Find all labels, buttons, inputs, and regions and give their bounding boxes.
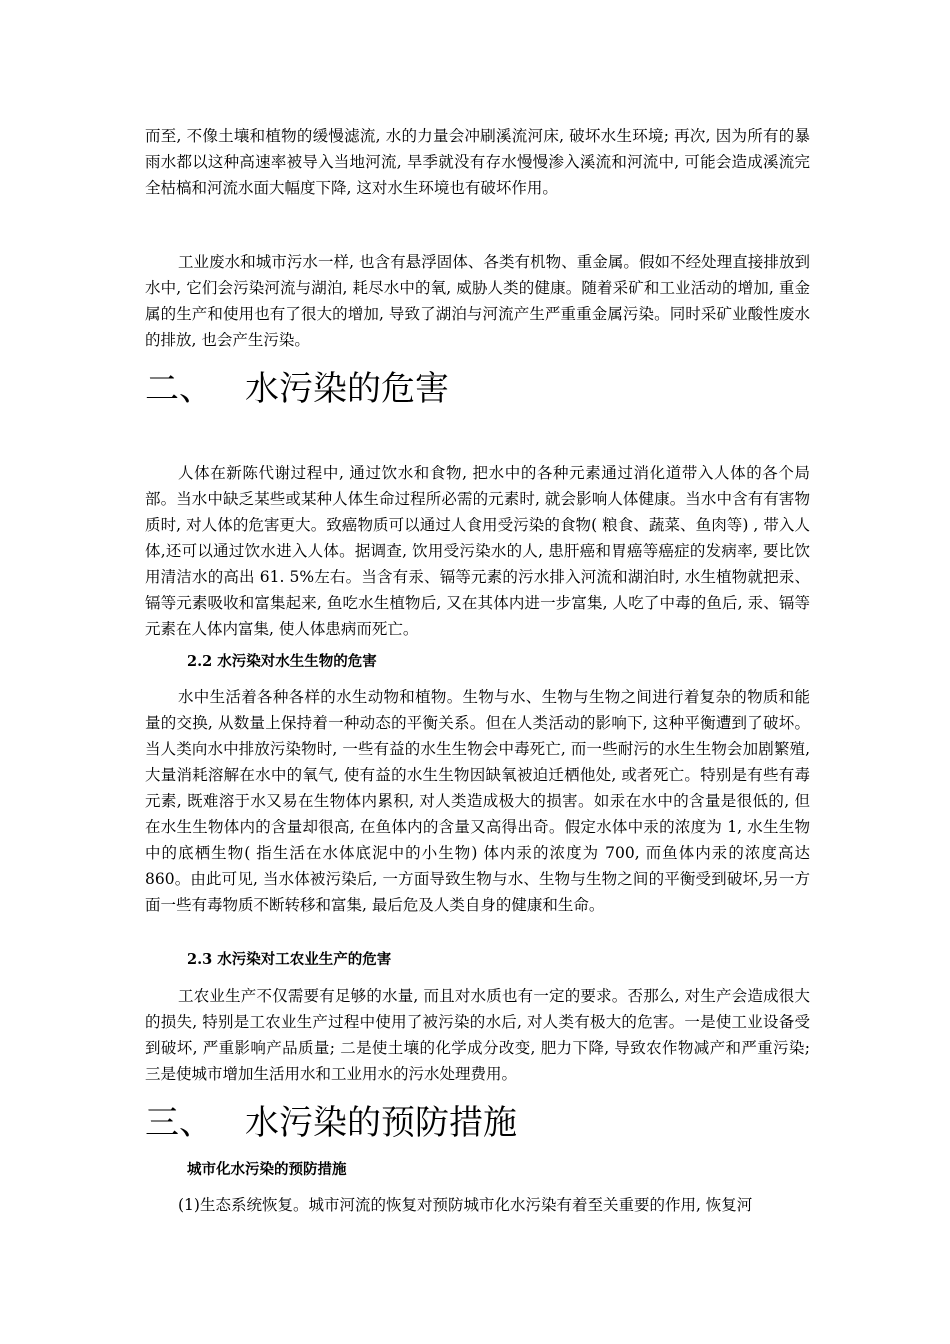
section-title: 水污染的预防措施 (245, 1103, 517, 1143)
section-heading-3 (145, 1101, 517, 1145)
subsection-heading-2-2: 2.2 水污染对水生生物的危害 (187, 653, 377, 670)
paragraph-human-health: 人体在新陈代谢过程中, 通过饮水和食物, 把水中的各种元素通过消化道带入人体的各个局部。当水中缺乏某些或某种人体生命过程所必需的元素时, 就会影响人体健康。当水中含有有害物质时, 对人体的危害更大。致癌物质可以通过人食用受污染的食物( 粮食、蔬菜、鱼肉等) , 带入人体,还可以通过饮水进入人体。据调查, 饮用受污染水的人, 患肝癌和胃癌等癌症的发病率, 要比饮用清洁水的高出 61. 5%左右。当含有汞、镉等元素的污水排入河流和湖泊时, 水生植物就把汞、镉等元素吸收和富集起来, 鱼吃水生植物后, 又在其体内进一步富集, 人吃了中毒的鱼后, 汞、镉等元素在人体内富集, 使人体患病而死亡。 (145, 464, 810, 638)
section-number: 三、 (145, 1103, 213, 1143)
paragraph-industry-agriculture: 工农业生产不仅需要有足够的水量, 而且对水质也有一定的要求。否那么, 对生产会造成很大的损失, 特别是工农业生产过程中使用了被污染的水后, 对人类有极大的危害。一是使工业设备受到破坏, 严重影响产品质量; 二是使土壤的化学成分改变, 肥力下降, 导致农作物减产和严重污染; 三是使城市增加生活用水和工业用水的污水处理费用。 (145, 987, 810, 1083)
subsection-heading-2-3: 2.3 水污染对工农业生产的危害 (187, 951, 392, 968)
paragraph-ecosystem-recovery: (1)生态系统恢复。城市河流的恢复对预防城市化水污染有着至关重要的作用, 恢复河 (178, 1196, 753, 1214)
section-title: 水污染的危害 (245, 369, 449, 409)
paragraph-aquatic-life: 水中生活着各种各样的水生动物和植物。生物与水、生物与生物之间进行着复杂的物质和能量的交换, 从数量上保持着一种动态的平衡关系。但在人类活动的影响下, 这种平衡遭到了破坏。当人类向水中排放污染物时, 一些有益的水生生物会中毒死亡, 而一些耐污的水生生物会加剧繁殖, 大量消耗溶解在水中的氧气, 使有益的水生生物因缺氧被迫迁栖他处, 或者死亡。特别是有些有毒元素, 既难溶于水又易在生物体内累积, 对人类造成极大的损害。如汞在水中的含量是很低的, 但在水生生物体内的含量却很高, 在鱼体内的含量又高得出奇。假定水体中汞的浓度为 1, 水生生物中的底栖生物( 指生活在水体底泥中的小生物) 体内汞的浓度为 700, 而鱼体内汞的浓度高达 860。由此可见, 当水体被污染后, 一方面导致生物与水、生物与生物之间的平衡受到破坏,另一方面一些有毒物质不断转移和富集, 最后危及人类自身的健康和生命。 (145, 688, 810, 914)
paragraph-stormwater: 而至, 不像土壤和植物的缓慢滤流, 水的力量会冲刷溪流河床, 破坏水生环境; 再次, 因为所有的暴雨水都以这种高速率被导入当地河流, 旱季就没有存水慢慢渗入溪流和河流中, 可能会造成溪流完全枯槁和河流水面大幅度下降, 这对水生环境也有破坏作用。 (145, 127, 810, 197)
subsection-heading-city: 城市化水污染的预防措施 (187, 1161, 347, 1178)
section-number: 二、 (145, 369, 213, 409)
section-heading-2 (145, 367, 449, 411)
paragraph-industrial-wastewater: 工业废水和城市污水一样, 也含有悬浮固体、各类有机物、重金属。假如不经处理直接排放到水中, 它们会污染河流与湖泊, 耗尽水中的氧, 威胁人类的健康。随着采矿和工业活动的增加, 重金属的生产和使用也有了很大的增加, 导致了湖泊与河流产生严重重金属污染。同时采矿业酸性废水的排放, 也会产生污染。 (145, 253, 810, 349)
